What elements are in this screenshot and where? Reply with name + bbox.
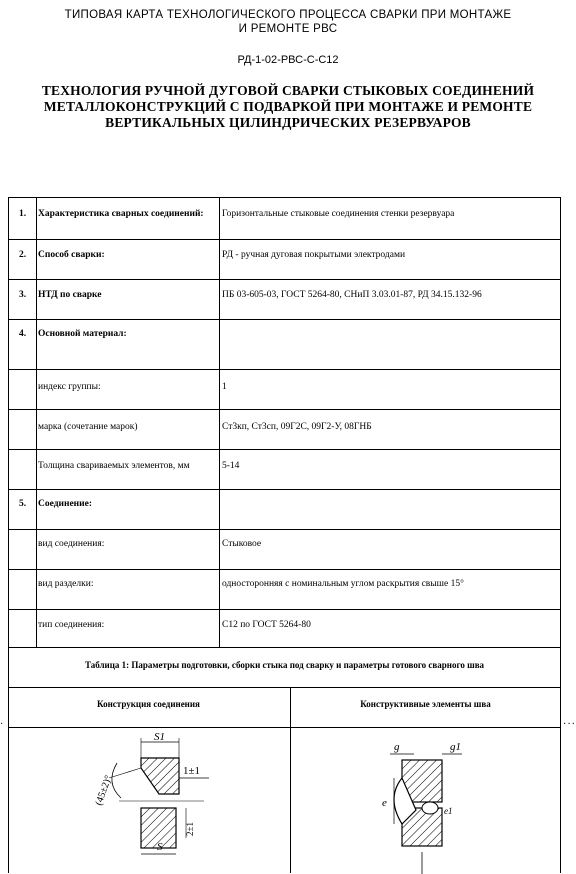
angle-label: (45±2)° <box>93 773 115 808</box>
row-label: НТД по сварке <box>38 290 102 300</box>
row-label: Толщина свариваемых элементов, мм <box>38 461 190 471</box>
e1-label: e1 <box>444 806 453 816</box>
margin-dots-left: · <box>0 719 5 730</box>
row-label: марка (сочетание марок) <box>38 422 138 432</box>
table-caption: Таблица 1: Параметры подготовки, сборки стыка под сварку и параметры готового сварного шва <box>84 660 485 670</box>
row-label: Основной материал: <box>38 329 127 339</box>
row-label: Характеристика сварных соединений: <box>38 209 204 219</box>
column-header-left: Конструкция соединения <box>97 699 200 709</box>
table-row <box>9 570 560 610</box>
row-number: 3. <box>18 290 27 300</box>
row-number: 5. <box>18 499 27 509</box>
main-title: ТЕХНОЛОГИЯ РУЧНОЙ ДУГОВОЙ СВАРКИ СТЫКОВЫХ СОЕДИНЕНИЙ МЕТАЛЛОКОНСТРУКЦИЙ С ПОДВАРКОЙ ПРИ МОНТАЖЕ И РЕМОНТЕ ВЕРТИКАЛЬНЫХ ЦИЛИНДРИЧЕСКИХ РЕЗЕРВУАРОВ <box>41 83 535 130</box>
column-header-right: Конструктивные элементы шва <box>360 699 491 709</box>
g-label: g <box>394 741 400 753</box>
g1-label: g1 <box>450 741 461 753</box>
table-row <box>9 530 560 570</box>
row-number: 4. <box>18 329 27 339</box>
row-value: Ст3кп, Ст3сп, 09Г2С, 09Г2-У, 08ГНБ <box>222 422 372 432</box>
table-row <box>9 610 560 648</box>
document-code: РД-1-02-РВС-С-С12 <box>237 54 339 66</box>
side-dim-label: 2±1 <box>185 822 195 836</box>
row-label: тип соединения: <box>38 620 105 630</box>
table-row <box>9 450 560 490</box>
s1-label: S1 <box>154 731 165 743</box>
table-row <box>9 410 560 450</box>
row-value: РД - ручная дуговая покрытыми электродами <box>222 250 406 260</box>
row-label: вид разделки: <box>38 579 94 589</box>
row-label: Способ сварки: <box>38 250 105 260</box>
table-row <box>9 490 560 530</box>
upper-plate <box>141 758 179 794</box>
table-row <box>9 198 560 240</box>
row-value: односторонняя с номинальным углом раскрытия свыше 15° <box>222 579 464 589</box>
row-label: индекс группы: <box>38 382 101 392</box>
table-row <box>9 370 560 410</box>
row-value: Горизонтальные стыковые соединения стенки резервуара <box>222 209 455 219</box>
row-value: Стыковое <box>222 539 262 549</box>
margin-dots-right: ··· <box>563 719 576 730</box>
row-value: ПБ 03-605-03, ГОСТ 5264-80, СНиП 3.03.01-87, РД 34.15.132-96 <box>222 290 482 300</box>
table-row <box>9 320 560 370</box>
row-number: 2. <box>18 250 27 260</box>
e-label: e <box>382 797 387 809</box>
row-label: Соединение: <box>38 499 92 509</box>
gap-label: 1±1 <box>183 765 201 777</box>
row-value: С12 по ГОСТ 5264-80 <box>222 620 311 630</box>
row-label: вид соединения: <box>38 539 105 549</box>
row-value: 1 <box>222 382 227 392</box>
table-row <box>9 240 560 280</box>
row-number: 1. <box>18 209 27 219</box>
row-value: 5-14 <box>222 461 240 471</box>
table-row <box>9 280 560 320</box>
map-title: ТИПОВАЯ КАРТА ТЕХНОЛОГИЧЕСКОГО ПРОЦЕССА СВАРКИ ПРИ МОНТАЖЕ И РЕМОНТЕ РВС <box>64 9 512 35</box>
joint-construction-drawing <box>9 728 290 874</box>
s-label: S <box>157 841 163 853</box>
weld-elements-drawing <box>290 728 561 874</box>
